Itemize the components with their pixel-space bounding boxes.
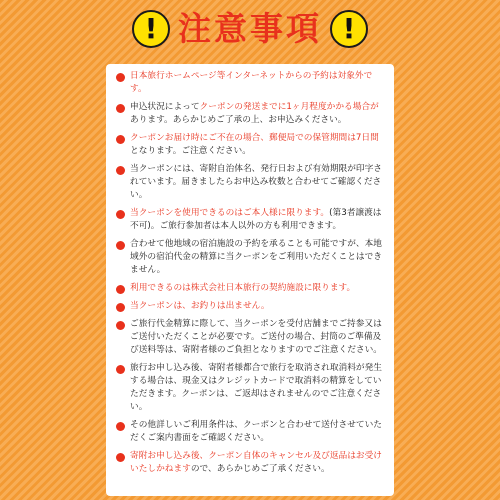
note-text-segment: 旅行お申し込み後、寄附者様都合で旅行を取消され取消料が発生する場合は、現金又はクレジットカードで取消料の精算をしていただきます。クーポンは、ご返却はされませんのでご注意ください。 — [130, 363, 382, 412]
note-item — [116, 132, 386, 158]
note-text-segment: 合わせて他地域の宿泊施設の予約を承ることも可能ですが、本地域外の宿泊代金の精算に当クーポンをご利用いただくことはできません。 — [130, 239, 382, 275]
bullet-dot-icon — [116, 285, 125, 294]
note-text-highlight: 日本旅行ホームページ等インターネットからの予約は対象外です。 — [130, 71, 373, 94]
note-text-segment: (第3者譲渡は不可)。ご旅行参加者は本人以外の方も利用できます。 — [130, 208, 382, 231]
note-item — [116, 318, 386, 357]
bullet-dot-icon — [116, 241, 125, 250]
bullet-dot-icon — [116, 303, 125, 312]
note-text-segment: あります。あらかじめご了承の上、お申込みください。 — [130, 115, 347, 125]
note-text — [130, 362, 386, 414]
note-text-segment: 申込状況によって — [130, 102, 200, 112]
note-item — [116, 282, 386, 295]
bullet-dot-icon — [116, 73, 125, 82]
note-text-segment: となります。ご注意ください。 — [130, 146, 251, 156]
header — [0, 0, 500, 58]
note-text-segment: ので、あらかじめご了承ください。 — [190, 464, 330, 474]
note-text — [130, 207, 386, 233]
bullet-dot-icon — [116, 210, 125, 219]
note-text — [130, 419, 386, 445]
note-item — [116, 163, 386, 202]
note-text — [130, 300, 386, 313]
note-text — [130, 101, 386, 127]
note-text-highlight: クーポンお届け時にご不在の場合、郵便局での保管期間は7日間 — [130, 133, 379, 143]
bullet-dot-icon — [116, 453, 125, 462]
notes-card — [106, 64, 394, 496]
note-text — [130, 318, 386, 357]
note-item — [116, 300, 386, 313]
note-item — [116, 362, 386, 414]
note-item — [116, 101, 386, 127]
note-text-segment: 当クーポンには、寄附自治体名、発行日および有効期限が印字されています。届きましたらお申込み枚数と合わせてご確認ください。 — [130, 164, 382, 200]
note-item — [116, 70, 386, 96]
bullet-dot-icon — [116, 104, 125, 113]
note-text-segment: ご旅行代金精算に際して、当クーポンを受付店舗までご持参又はご送付いただくことが必要です。ご送付の場合、封筒のご準備及び送料等は、寄附者様のご負担となりますのでご注意ください。 — [130, 319, 382, 355]
exclamation-icon-left: ! — [132, 10, 170, 48]
note-text — [130, 163, 386, 202]
note-text-highlight: 当クーポンは、お釣りは出ません。 — [130, 301, 270, 311]
note-text — [130, 70, 386, 96]
note-text — [130, 132, 386, 158]
bullet-dot-icon — [116, 135, 125, 144]
bullet-dot-icon — [116, 422, 125, 431]
bullet-dot-icon — [116, 365, 125, 374]
exclamation-icon-right: ! — [330, 10, 368, 48]
note-text-highlight: 当クーポンを使用できるのはご本人様に限ります。 — [130, 208, 330, 218]
notes-list — [116, 70, 386, 476]
note-text-highlight: 寄附お申し込み後、クーポン自体のキャンセル及び返品はお受けいたしかねます — [130, 451, 382, 474]
note-text — [130, 238, 386, 277]
note-item — [116, 238, 386, 277]
note-item — [116, 207, 386, 233]
note-text — [130, 450, 386, 476]
note-text-highlight: クーポンの発送までに1ヶ月程度かかる場合が — [199, 102, 379, 112]
note-text-highlight: 利用できるのは株式会社日本旅行の契約施設に限ります。 — [130, 283, 356, 293]
page-title: 注意事項 — [178, 9, 322, 48]
note-item — [116, 419, 386, 445]
bullet-dot-icon — [116, 321, 125, 330]
bullet-dot-icon — [116, 166, 125, 175]
note-item — [116, 450, 386, 476]
note-text-segment: その他詳しいご利用条件は、クーポンと合わせて送付させていただくご案内書面をご確認ください。 — [130, 420, 382, 443]
note-text — [130, 282, 386, 295]
